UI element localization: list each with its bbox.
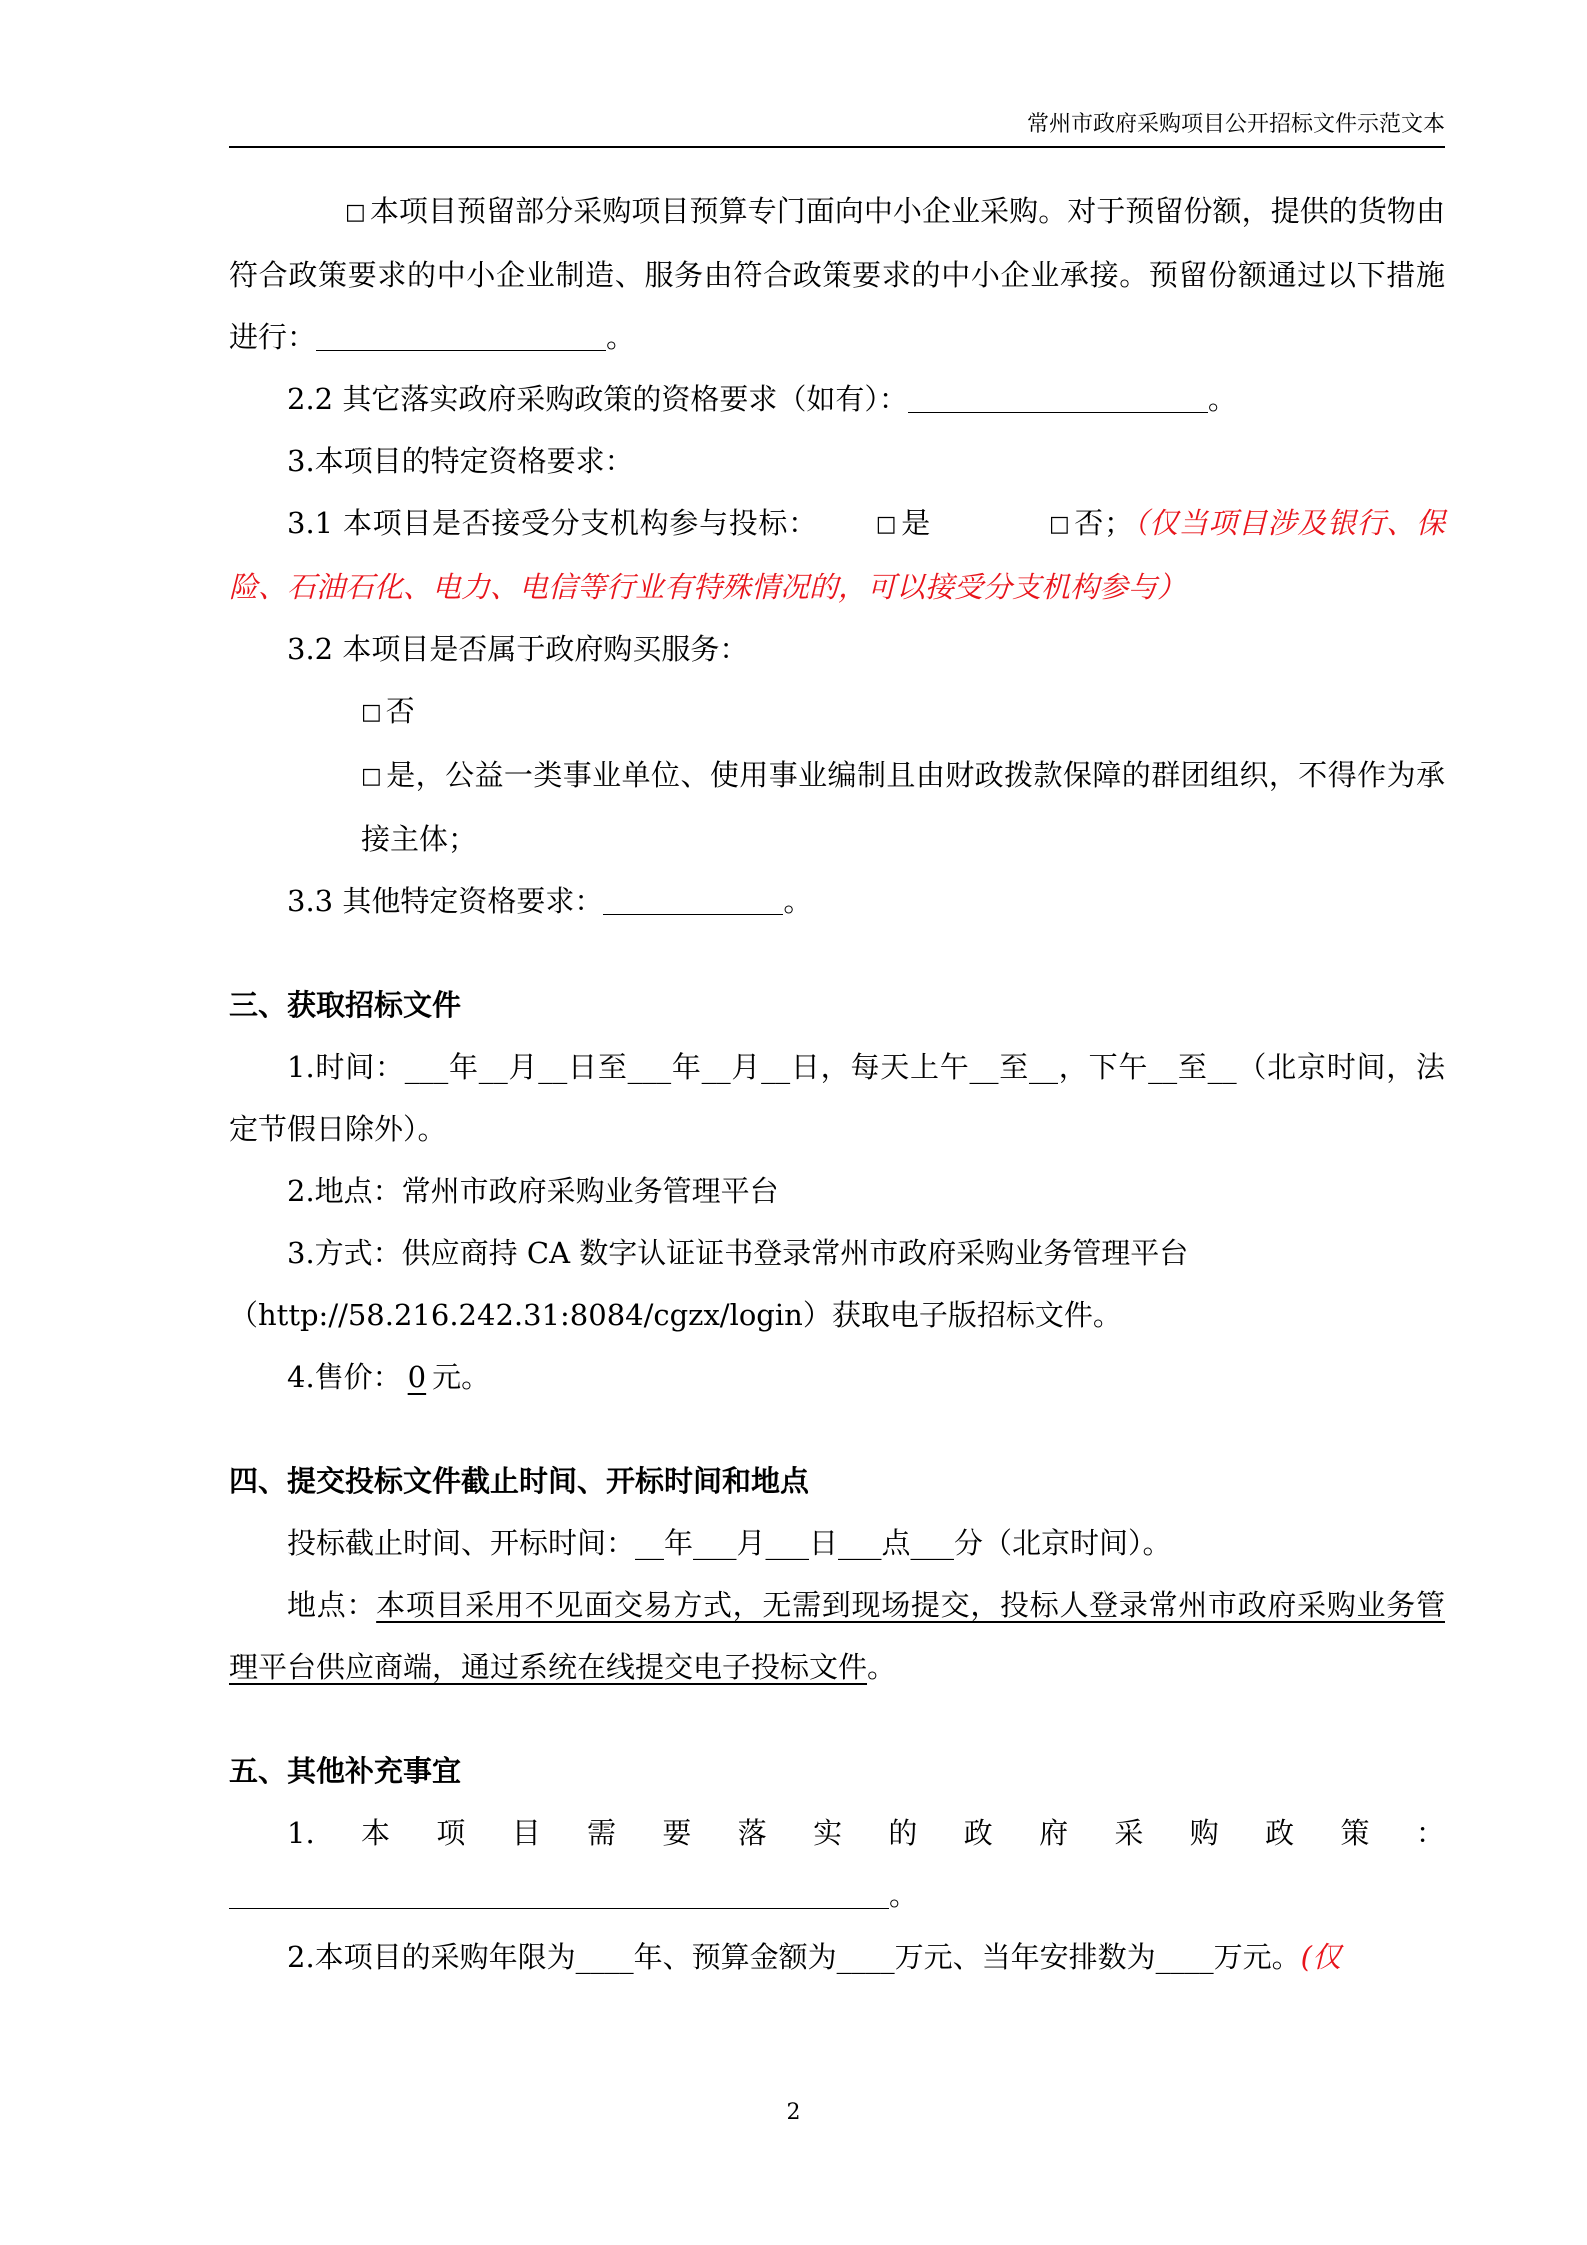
option-no-label: 否: [385, 694, 415, 728]
policy-requirement-paragraph: [229, 368, 1445, 430]
budget-paragraph: [229, 1926, 1445, 1988]
acquire-time: 1.时间：___年__月__日至___年__月__日，每天上午__至__，下午__至__（北京时间，法定节假日除外）。: [229, 1050, 1445, 1146]
gov-service-option-yes: [229, 744, 1445, 870]
section-3-title: 三、获取招标文件: [229, 988, 462, 1022]
reserve-paragraph: [229, 180, 1445, 368]
policy-char: 本: [361, 1816, 391, 1850]
policy-item-line: [229, 1802, 1445, 1864]
policy-char: 实: [813, 1816, 843, 1850]
fill-blank[interactable]: [229, 1872, 889, 1909]
policy-char: 政: [1265, 1816, 1295, 1850]
acquire-method-url: （http://58.216.242.31:8084/cgzx/login）获取电子版招标文件。: [229, 1298, 1122, 1332]
price-label: 4.售价：: [287, 1360, 402, 1394]
policy-char: 策: [1340, 1816, 1370, 1850]
period: 。: [606, 320, 636, 354]
option-yes: 是: [900, 506, 931, 540]
reserve-text: 本项目预留部分采购项目预算专门面向中小企业采购。对于预留份额，提供的货物由符合政策要求的中小企业制造、服务由符合政策要求的中小企业承接。预留份额通过以下措施进行：: [229, 194, 1445, 354]
policy-char: 需: [587, 1816, 617, 1850]
acquire-method: 3.方式：供应商持 CA 数字认证证书登录常州市政府采购业务管理平台: [287, 1236, 1189, 1270]
header-rule: [229, 146, 1445, 148]
place-text: 本项目采用不见面交易方式，无需到现场提交，投标人登录常州市政府采购业务管理平台供应商端，通过系统在线提交电子投标文件: [229, 1588, 1445, 1684]
option-no: 否；: [1073, 506, 1134, 540]
option-yes-label: 是，公益一类事业单位、使用事业编制且由财政拨款保障的群团组织，不得作为承接主体；: [361, 758, 1445, 856]
period: 。: [783, 884, 813, 918]
policy-char: 1.: [287, 1816, 315, 1850]
page-number: 2: [786, 2100, 801, 2125]
gov-service-question: 3.2 本项目是否属于政府购买服务：: [287, 632, 749, 666]
submission-place-paragraph: [229, 1574, 1445, 1698]
branch-question: 3.1 本项目是否接受分支机构参与投标：: [287, 506, 818, 540]
price-paragraph: [229, 1346, 1445, 1408]
price-unit: 元。: [432, 1360, 491, 1394]
policy-blank-line: [229, 1864, 1445, 1926]
policy-char: 府: [1039, 1816, 1069, 1850]
place-label: 地点：: [287, 1588, 377, 1622]
section-5-title: 五、其他补充事宜: [229, 1754, 462, 1788]
period: 。: [1207, 382, 1237, 416]
policy-char: 购: [1189, 1816, 1219, 1850]
page-header: 常州市政府采购项目公开招标文件示范文本: [1026, 112, 1445, 137]
specific-requirements-heading: 3.本项目的特定资格要求：: [287, 444, 634, 478]
policy-char: ：: [1415, 1816, 1445, 1850]
fill-blank[interactable]: [603, 878, 783, 915]
deadline-paragraph: 投标截止时间、开标时间：__年___月___日___点___分（北京时间）。: [287, 1526, 1172, 1560]
branch-note: （仅当项目涉及银行、保险、石油石化、电力、电信等行业有特殊情况的，可以接受分支机构参与）: [229, 506, 1445, 604]
budget-note: (仅: [1300, 1940, 1341, 1974]
checkbox-icon[interactable]: □: [875, 512, 897, 537]
checkbox-icon[interactable]: □: [1048, 512, 1070, 537]
other-requirements-paragraph: [229, 870, 1445, 932]
checkbox-icon[interactable]: □: [361, 700, 382, 725]
checkbox-icon[interactable]: □: [345, 200, 366, 225]
period: 。: [867, 1650, 897, 1684]
section-4-title: 四、提交投标文件截止时间、开标时间和地点: [229, 1464, 810, 1498]
price-value: 0: [407, 1360, 427, 1394]
other-requirements-label: 3.3 其他特定资格要求：: [287, 884, 604, 918]
budget-text: 2.本项目的采购年限为____年、预算金额为____万元、当年安排数为____万元。: [287, 1940, 1301, 1974]
period: 。: [889, 1878, 919, 1912]
checkbox-icon[interactable]: □: [361, 764, 382, 789]
policy-requirement-label: 2.2 其它落实政府采购政策的资格要求（如有）：: [287, 382, 908, 416]
fill-blank[interactable]: [316, 314, 606, 351]
policy-char: 项: [436, 1816, 466, 1850]
fill-blank[interactable]: [908, 376, 1208, 413]
policy-char: 目: [511, 1816, 541, 1850]
policy-char: 要: [662, 1816, 692, 1850]
policy-char: 采: [1114, 1816, 1144, 1850]
policy-char: 政: [963, 1816, 993, 1850]
branch-participation-paragraph: [229, 492, 1445, 618]
policy-char: 的: [888, 1816, 918, 1850]
policy-char: 落: [737, 1816, 767, 1850]
gov-service-option-no: [229, 680, 1445, 744]
document-body: [229, 180, 1445, 1988]
acquire-place: 2.地点：常州市政府采购业务管理平台: [287, 1174, 779, 1208]
